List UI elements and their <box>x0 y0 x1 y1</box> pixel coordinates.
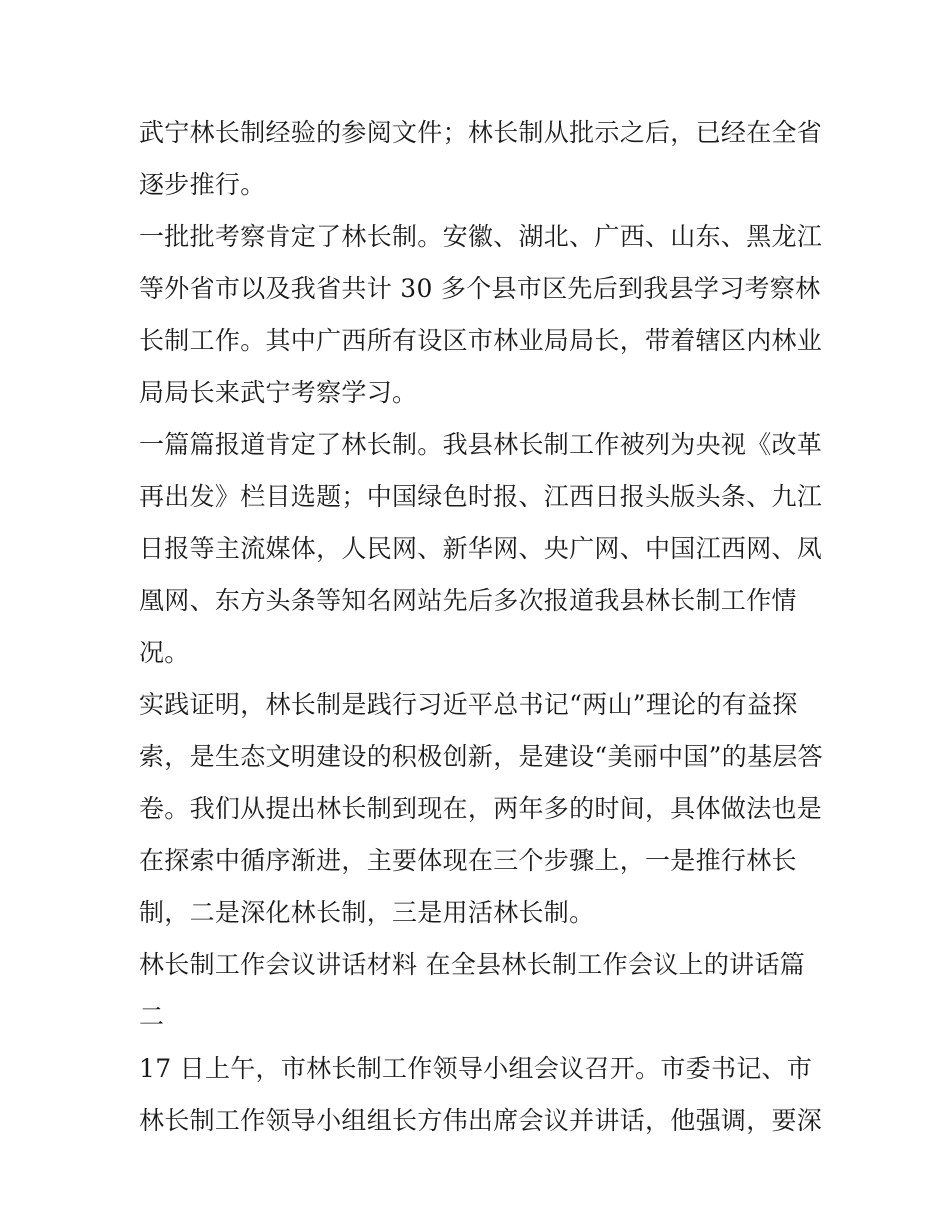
section-heading-line: 二 <box>139 1002 165 1031</box>
text-line: 索，是生态文明建设的积极创新，是建设“美丽中国”的基层答 <box>139 742 823 771</box>
text-line: 一批批考察肯定了林长制。安徽、湖北、广西、山东、黑龙江 <box>139 222 823 251</box>
text-line: 长制工作。其中广西所有设区市林业局局长，带着辖区内林业 <box>139 326 823 355</box>
text-line: 逐步推行。 <box>139 170 266 199</box>
text-line: 况。 <box>139 638 190 667</box>
text-line: 再出发》栏目选题；中国绿色时报、江西日报头版头条、九江 <box>139 482 823 511</box>
section-heading-line: 林长制工作会议讲话材料 在全县林长制工作会议上的讲话篇 <box>139 950 806 979</box>
text-line: 凰网、东方头条等知名网站先后多次报道我县林长制工作情 <box>139 586 797 615</box>
text-line: 卷。我们从提出林长制到现在，两年多的时间，具体做法也是 <box>139 794 823 823</box>
text-line: 林长制工作领导小组组长方伟出席会议并讲话，他强调，要深 <box>139 1106 823 1135</box>
document-body <box>139 107 823 1147</box>
text-line: 局局长来武宁考察学习。 <box>139 378 418 407</box>
text-line: 等外省市以及我省共计 30 多个县市区先后到我县学习考察林 <box>139 274 821 303</box>
text-line: 实践证明，林长制是践行习近平总书记“两山”理论的有益探 <box>139 690 798 719</box>
text-line: 在探索中循序渐进，主要体现在三个步骤上，一是推行林长 <box>139 846 797 875</box>
text-line: 日报等主流媒体，人民网、新华网、央广网、中国江西网、凤 <box>139 534 823 563</box>
text-line: 一篇篇报道肯定了林长制。我县林长制工作被列为央视《改革 <box>139 430 823 459</box>
text-line: 17 日上午，市林长制工作领导小组会议召开。市委书记、市 <box>139 1054 813 1083</box>
text-line: 武宁林长制经验的参阅文件；林长制从批示之后，已经在全省 <box>139 118 823 147</box>
text-line: 制，二是深化林长制，三是用活林长制。 <box>139 898 595 927</box>
